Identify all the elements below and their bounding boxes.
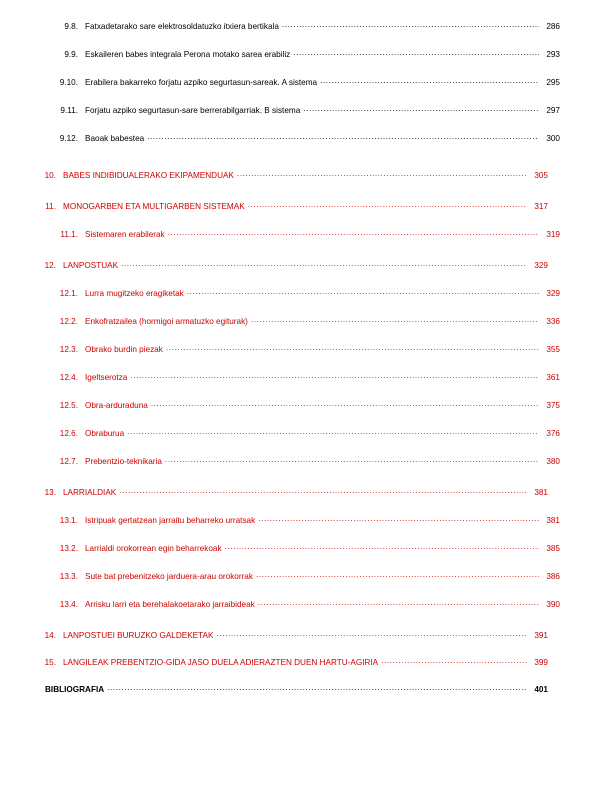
- toc-entry-page: 399: [534, 658, 548, 668]
- toc-entry-number: 11.1.: [60, 230, 78, 240]
- toc-entry-title: Baoak babestea: [85, 134, 145, 144]
- toc-entry-title: BIBLIOGRAFIA: [45, 685, 105, 695]
- toc-entry-page: 361: [546, 373, 560, 383]
- toc-entry-number: 12.7.: [59, 457, 78, 467]
- toc-leader-dots: [248, 200, 527, 209]
- toc-entry-title: LARRIALDIAK: [63, 488, 117, 498]
- toc-entry-number: 10.: [44, 171, 56, 181]
- toc-entry[interactable]: [38, 455, 560, 466]
- toc-entry-title: LANPOSTUEI BURUZKO GALDEKETAK: [63, 631, 214, 641]
- toc-entry-title: Larrialdi orokorrean egin beharrekoak: [85, 544, 222, 554]
- toc-entry-number: 13.: [44, 488, 56, 498]
- toc-entry[interactable]: [38, 259, 548, 270]
- toc-entry-page: 385: [546, 544, 560, 554]
- toc-entry[interactable]: [38, 598, 560, 609]
- toc-entry-number: 11.: [45, 202, 56, 212]
- toc-entry-page: 293: [546, 50, 560, 60]
- toc-entry-title: Enkofratzailea (hormigoi armatuzko egiturak): [85, 317, 248, 327]
- toc-entry-number: 13.3.: [59, 572, 78, 582]
- toc-leader-dots: [251, 315, 539, 324]
- toc-entry[interactable]: [38, 371, 560, 382]
- toc-entry-number: 15.: [44, 658, 56, 668]
- toc-leader-dots: [165, 455, 539, 464]
- toc-entry-title: Istripuak gertatzean jarraitu beharreko urratsak: [85, 516, 256, 526]
- toc-leader-dots: [256, 570, 539, 579]
- toc-entry-title: BABES INDIBIDUALERAKO EKIPAMENDUAK: [63, 171, 234, 181]
- toc-leader-dots: [107, 683, 527, 692]
- toc-entry-page: 390: [546, 600, 560, 610]
- toc-entry[interactable]: [38, 169, 548, 180]
- toc-leader-dots: [121, 259, 527, 268]
- toc-entry-page: 317: [534, 202, 548, 212]
- toc-entry[interactable]: [38, 48, 560, 59]
- toc-entry-page: 380: [546, 457, 560, 467]
- toc-entry-page: 386: [546, 572, 560, 582]
- toc-leader-dots: [187, 287, 539, 296]
- toc-entry-number: 13.1.: [59, 516, 78, 526]
- toc-entry-title: Erabilera bakarreko forjatu azpiko segurtasun-sareak. A sistema: [85, 78, 318, 88]
- toc-entry-number: 13.2.: [59, 544, 78, 554]
- toc-entry-title: Sute bat prebenitzeko jarduera-arau orokorrak: [85, 572, 253, 582]
- toc-entry-number: 9.11.: [60, 106, 78, 116]
- toc-entry[interactable]: [38, 656, 548, 667]
- toc-entry-page: 375: [546, 401, 560, 411]
- toc-entry-title: Forjatu azpiko segurtasun-sare berrerabilgarriak. B sistema: [85, 106, 301, 116]
- toc-entry[interactable]: [38, 228, 560, 239]
- toc-entry[interactable]: [38, 20, 560, 31]
- toc-leader-dots: [127, 427, 539, 436]
- table-of-contents: [38, 20, 560, 695]
- toc-entry-title: Fatxadetarako sare elektrosoldatuzko itxiera bertikala: [85, 22, 279, 31]
- toc-entry-number: 9.9.: [64, 50, 78, 60]
- toc-entry-number: 9.10.: [59, 78, 78, 88]
- toc-entry-title: Prebentzio-teknikaria: [85, 457, 162, 467]
- toc-leader-dots: [216, 629, 527, 638]
- toc-entry-title: Obrako burdin piezak: [85, 345, 163, 355]
- toc-leader-dots: [320, 76, 539, 85]
- toc-entry-page: 286: [546, 22, 560, 31]
- toc-entry-number: 13.4.: [59, 600, 78, 610]
- toc-entry-number: 12.: [44, 261, 56, 271]
- toc-entry[interactable]: [38, 514, 560, 525]
- toc-entry-title: Sistemaren erabilerak: [85, 230, 165, 240]
- toc-leader-dots: [258, 598, 539, 607]
- toc-entry[interactable]: [38, 315, 560, 326]
- toc-entry[interactable]: [38, 570, 560, 581]
- toc-entry-page: 381: [546, 516, 560, 526]
- toc-entry-number: 14.: [44, 631, 56, 641]
- toc-entry[interactable]: [38, 200, 548, 211]
- toc-leader-dots: [258, 514, 539, 523]
- toc-leader-dots: [147, 132, 539, 141]
- toc-leader-dots: [130, 371, 539, 380]
- toc-entry-title: Lurra mugitzeko eragiketak: [85, 289, 184, 299]
- toc-entry-title: LANPOSTUAK: [63, 261, 119, 271]
- toc-entry-page: 300: [546, 134, 560, 144]
- toc-entry-page: 305: [534, 171, 548, 181]
- toc-entry-number: 12.2.: [59, 317, 78, 327]
- toc-entry-title: MONOGARBEN ETA MULTIGARBEN SISTEMAK: [63, 202, 245, 212]
- toc-entry-page: 297: [546, 106, 560, 116]
- toc-leader-dots: [237, 169, 527, 178]
- toc-leader-dots: [381, 656, 527, 665]
- toc-leader-dots: [168, 228, 539, 237]
- toc-entry-title: LANGILEAK PREBENTZIO-GIDA JASO DUELA ADIERAZTEN DUEN HARTU-AGIRIA: [63, 658, 379, 668]
- toc-entry-title: Igeltserotza: [85, 373, 128, 383]
- toc-entry-number: 9.12.: [59, 134, 78, 144]
- toc-entry-title: Eskaileren babes integrala Perona motako sarea erabiliz: [85, 50, 291, 60]
- toc-entry[interactable]: [38, 132, 560, 143]
- toc-entry[interactable]: [38, 287, 560, 298]
- toc-entry-page: 376: [546, 429, 560, 439]
- toc-leader-dots: [282, 20, 539, 29]
- toc-leader-dots: [166, 343, 539, 352]
- toc-entry-page: 329: [546, 289, 560, 299]
- toc-entry[interactable]: [38, 343, 560, 354]
- toc-entry-page: 295: [546, 78, 560, 88]
- toc-entry-number: 9.8.: [64, 22, 78, 31]
- toc-leader-dots: [225, 542, 539, 551]
- toc-leader-dots: [303, 104, 539, 113]
- toc-leader-dots: [119, 486, 527, 495]
- toc-entry-title: Obra-arduraduna: [85, 401, 148, 411]
- toc-entry-page: 319: [546, 230, 560, 240]
- toc-entry-number: 12.3.: [59, 345, 78, 355]
- toc-entry[interactable]: [38, 542, 560, 553]
- toc-entry-page: 401: [534, 685, 548, 695]
- toc-entry-page: 329: [534, 261, 548, 271]
- toc-entry-page: 381: [534, 488, 548, 498]
- toc-entry-title: Obraburua: [85, 429, 125, 439]
- toc-entry[interactable]: [38, 629, 548, 640]
- toc-entry[interactable]: [38, 683, 548, 694]
- toc-leader-dots: [293, 48, 539, 57]
- toc-entry-page: 336: [546, 317, 560, 327]
- toc-entry[interactable]: [38, 76, 560, 87]
- toc-entry[interactable]: [38, 427, 560, 438]
- toc-entry[interactable]: [38, 486, 548, 497]
- toc-entry-number: 12.6.: [59, 429, 78, 439]
- toc-entry-page: 355: [546, 345, 560, 355]
- toc-entry-page: 391: [534, 631, 548, 641]
- toc-entry-number: 12.4.: [59, 373, 78, 383]
- toc-entry-number: 12.1.: [59, 289, 78, 299]
- toc-leader-dots: [151, 399, 539, 408]
- toc-entry[interactable]: [38, 104, 560, 115]
- toc-entry-title: Arrisku larri eta berehalakoetarako jarraibideak: [85, 600, 255, 610]
- toc-entry[interactable]: [38, 399, 560, 410]
- toc-entry-number: 12.5.: [59, 401, 78, 411]
